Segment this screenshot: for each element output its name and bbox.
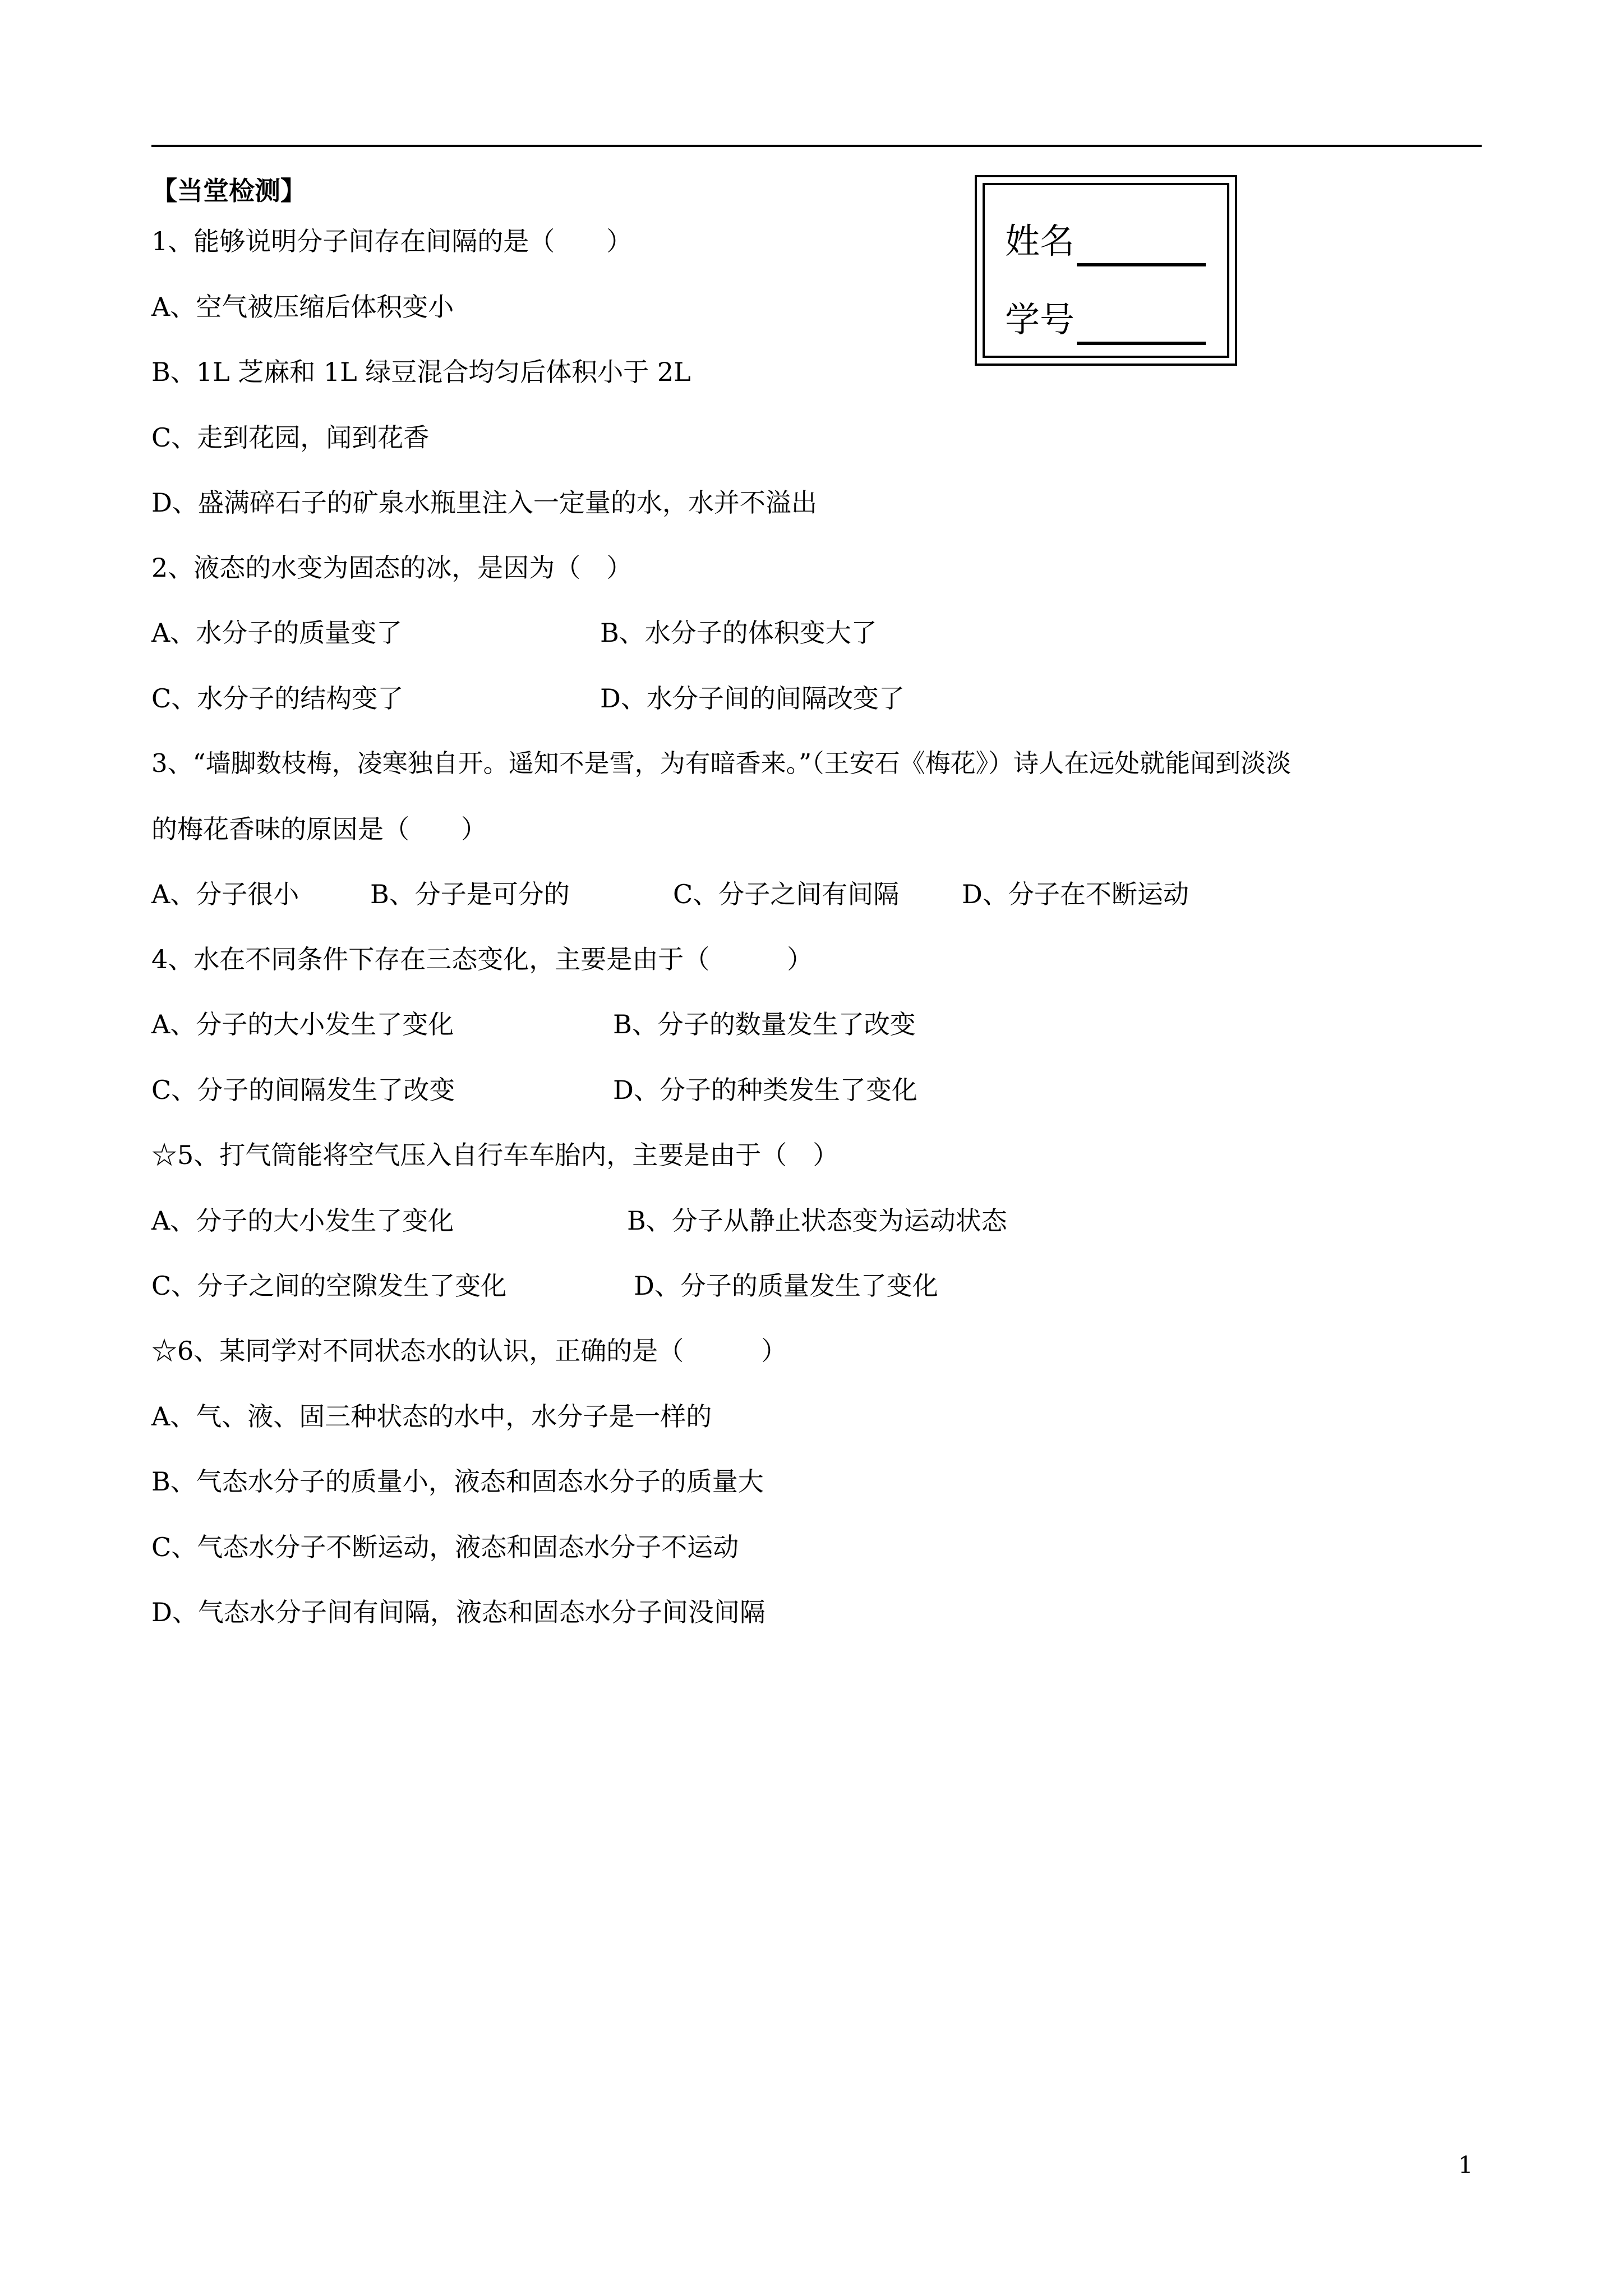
question-5-option-c: C、分子之间的空隙发生了变化 xyxy=(151,1271,507,1301)
question-1-option-a: A、空气被压缩后体积变小 xyxy=(151,292,454,322)
question-5-stem: ☆5、打气筒能将空气压入自行车车胎内，主要是由于（ ） xyxy=(151,1140,839,1170)
question-3-option-d: D、分子在不断运动 xyxy=(962,879,1189,909)
question-6-option-a: A、气、液、固三种状态的水中，水分子是一样的 xyxy=(151,1401,712,1432)
question-2-option-c: C、水分子的结构变了 xyxy=(151,683,404,714)
question-4-options-row-2 xyxy=(151,1070,917,1110)
question-5-option-b: B、分子从静止状态变为运动状态 xyxy=(627,1205,1007,1236)
question-6-stem: ☆6、某同学对不同状态水的认识，正确的是（ ） xyxy=(151,1336,787,1366)
section-title: 【当堂检测】 xyxy=(151,176,306,206)
name-id-box xyxy=(975,175,1237,366)
question-5-option-a: A、分子的大小发生了变化 xyxy=(151,1205,454,1236)
question-4-options-row-1 xyxy=(151,1005,916,1044)
question-3-option-b: B、分子是可分的 xyxy=(370,879,570,909)
header-rule xyxy=(151,145,1482,147)
question-4-option-d: D、分子的种类发生了变化 xyxy=(613,1075,917,1105)
question-2-option-d: D、水分子间的间隔改变了 xyxy=(600,683,905,714)
question-2-option-b: B、水分子的体积变大了 xyxy=(600,618,877,648)
question-2-options-row-2 xyxy=(151,679,905,718)
question-6-option-c: C、气态水分子不断运动，液态和固态水分子不运动 xyxy=(151,1532,739,1562)
question-4-stem: 4、水在不同条件下存在三态变化，主要是由于（ ） xyxy=(151,944,813,974)
id-label: 学号 xyxy=(1005,299,1075,340)
question-1-option-c: C、走到花园，闻到花香 xyxy=(151,422,430,453)
question-3-option-a: A、分子很小 xyxy=(151,879,299,909)
name-blank xyxy=(1077,229,1206,266)
name-id-box-inner xyxy=(983,183,1229,358)
question-5-options-row-1 xyxy=(151,1201,1007,1240)
question-1-option-d: D、盛满碎石子的矿泉水瓶里注入一定量的水，水并不溢出 xyxy=(151,487,817,518)
question-2-option-a: A、水分子的质量变了 xyxy=(151,618,403,648)
question-1-stem: 1、能够说明分子间存在间隔的是（ ） xyxy=(151,226,633,256)
page-number: 1 xyxy=(1458,2151,1473,2179)
question-3-stem-line-2: 的梅花香味的原因是（ ） xyxy=(151,814,487,844)
question-4-option-c: C、分子的间隔发生了改变 xyxy=(151,1075,455,1105)
name-label: 姓名 xyxy=(1005,220,1075,261)
question-6-option-d: D、气态水分子间有间隔，液态和固态水分子间没间隔 xyxy=(151,1597,766,1627)
id-row xyxy=(1005,295,1206,345)
question-4-option-a: A、分子的大小发生了变化 xyxy=(151,1009,454,1039)
question-3-stem-line-1: 3、“墙脚数枝梅，凌寒独自开。遥知不是雪，为有暗香来。”（王安石《梅花》）诗人在远处就能闻到淡淡 xyxy=(151,748,1292,778)
question-3-option-c: C、分子之间有间隔 xyxy=(673,879,900,909)
id-blank xyxy=(1077,308,1206,345)
question-2-stem: 2、液态的水变为固态的冰，是因为（ ） xyxy=(151,553,633,583)
question-1-option-b: B、1L 芝麻和 1L 绿豆混合均匀后体积小于 2L xyxy=(151,357,691,387)
question-4-option-b: B、分子的数量发生了改变 xyxy=(613,1009,916,1039)
question-3-options-row xyxy=(151,875,1189,914)
question-5-options-row-2 xyxy=(151,1266,938,1305)
question-2-options-row-1 xyxy=(151,613,877,652)
question-5-option-d: D、分子的质量发生了变化 xyxy=(634,1271,938,1301)
name-row xyxy=(1005,216,1206,266)
question-6-option-b: B、气态水分子的质量小，液态和固态水分子的质量大 xyxy=(151,1466,764,1497)
